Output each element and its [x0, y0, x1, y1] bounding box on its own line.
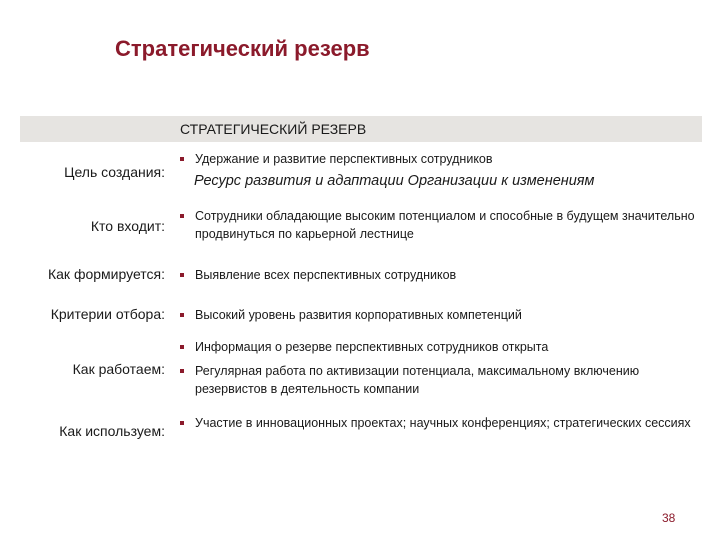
- bullet-icon: [180, 421, 184, 425]
- page-number: 38: [662, 511, 676, 525]
- page-title: Стратегический резерв: [115, 36, 370, 61]
- bullet-icon: [180, 345, 184, 349]
- bullet-icon: [180, 157, 184, 161]
- table-header: СТРАТЕГИЧЕСКИЙ РЕЗЕРВ: [180, 121, 367, 137]
- bullet-icon: [180, 369, 184, 373]
- row-label-usage: Как используем:: [59, 423, 165, 439]
- bullet-icon: [180, 214, 184, 218]
- row-label-criteria: Критерии отбора:: [50, 306, 165, 322]
- row-label-formation: Как формируется:: [47, 266, 165, 282]
- list-item: Регулярная работа по активизации потенциала, максимальному включению резервистов в деятельность компании: [180, 362, 700, 398]
- row-label-goal: Цель создания:: [64, 164, 165, 180]
- list-item: Сотрудники обладающие высоким потенциалом и способные в будущем значительно продвинуться по карьерной лестнице: [180, 207, 700, 243]
- row-label-work: Как работаем:: [72, 361, 165, 377]
- list-item: Выявление всех перспективных сотрудников: [180, 266, 700, 284]
- goal-note: Ресурс развития и адаптации Организации к изменениям: [194, 173, 595, 189]
- list-item: Участие в инновационных проектах; научных конференциях; стратегических сессиях: [180, 414, 700, 432]
- list-item: Удержание и развитие перспективных сотрудников: [180, 150, 700, 168]
- list-item: Высокий уровень развития корпоративных компетенций: [180, 306, 700, 324]
- row-label-members: Кто входит:: [90, 218, 165, 234]
- bullet-icon: [180, 313, 184, 317]
- list-item: Информация о резерве перспективных сотрудников открыта: [180, 338, 700, 356]
- bullet-icon: [180, 273, 184, 277]
